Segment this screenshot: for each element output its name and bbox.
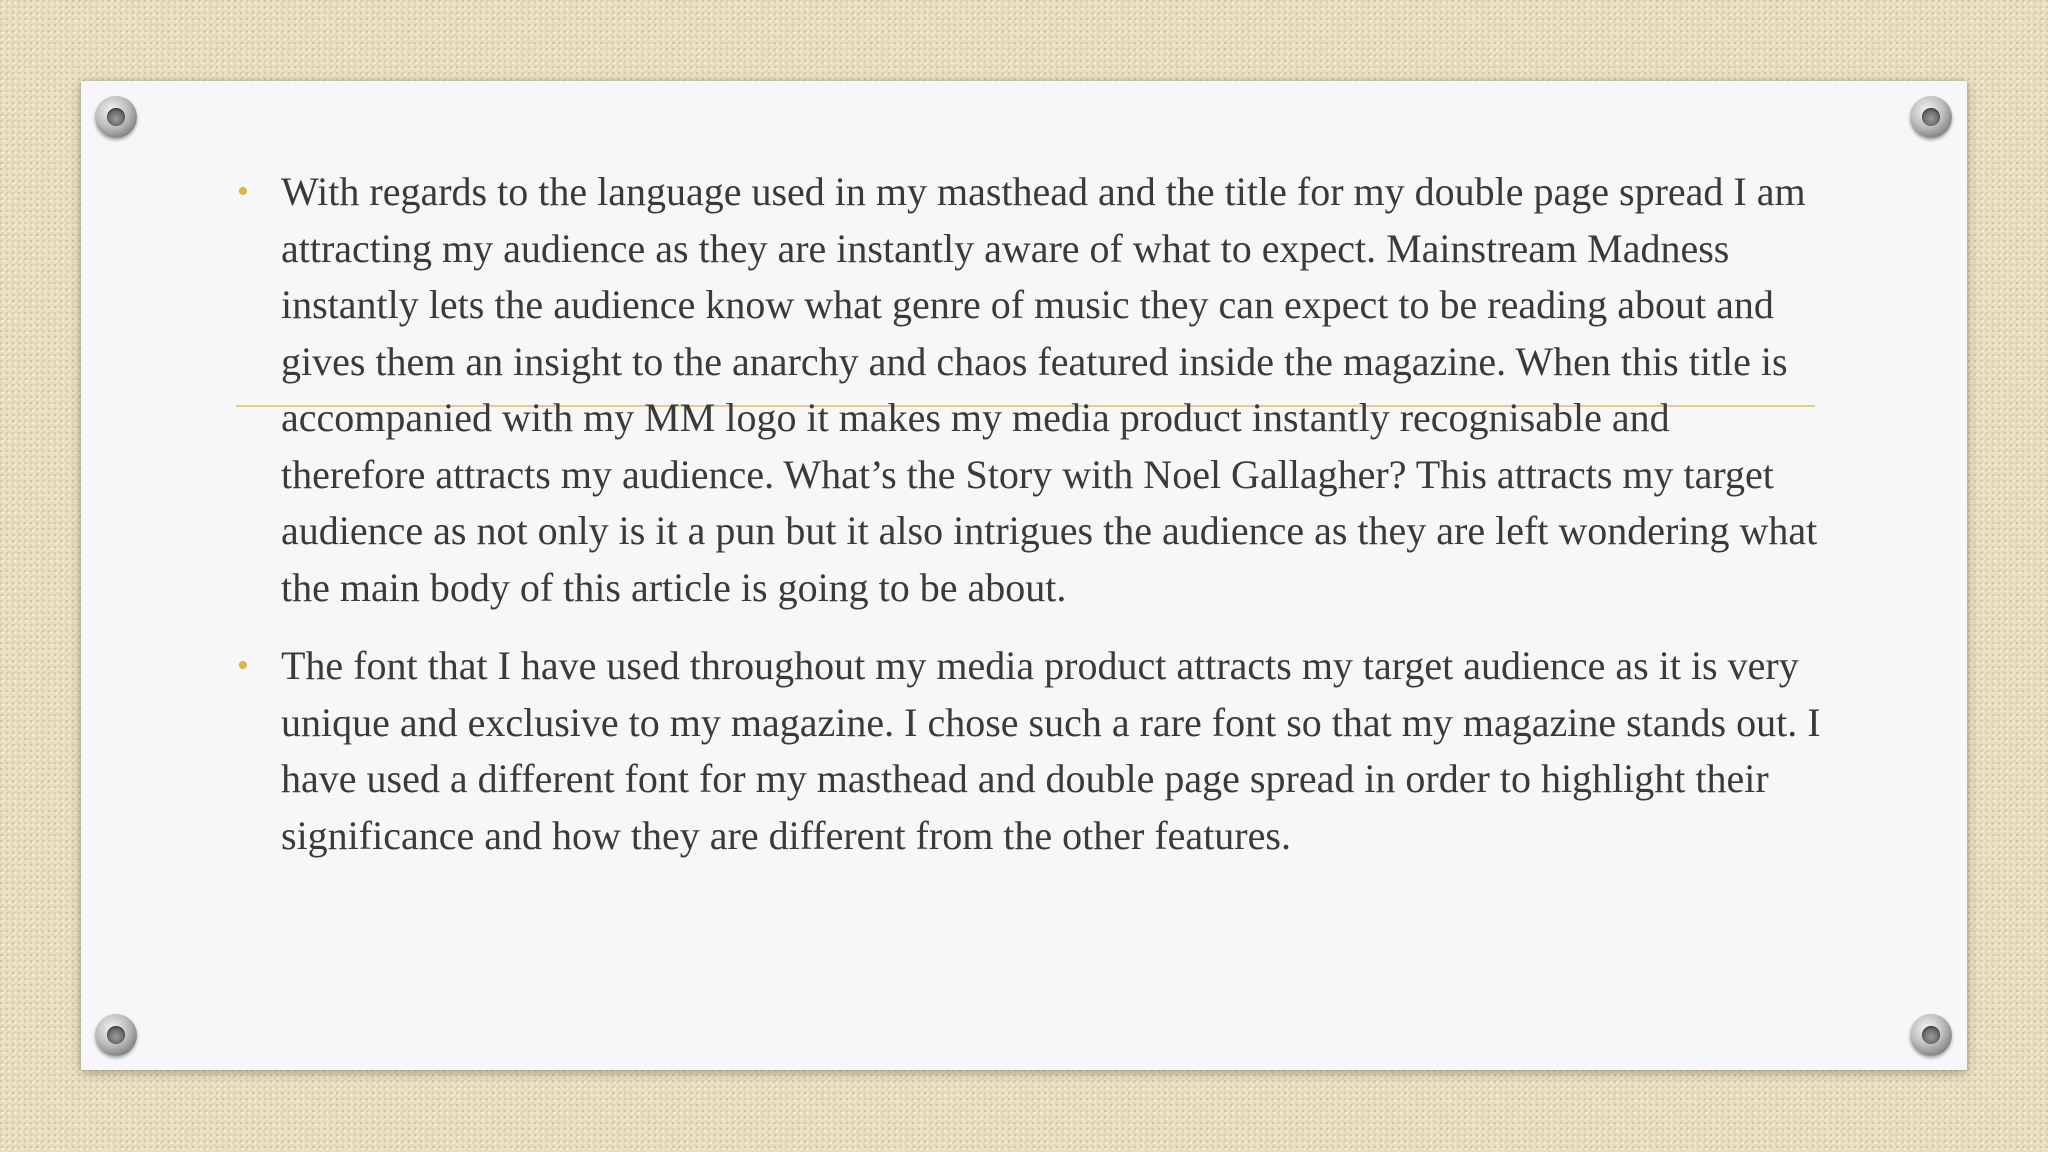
bullet-text: The font that I have used throughout my media product attracts my target audience as it is very unique and exclusive to my magazine. I chose such a rare font so that my magazine stands out. I have used a different font for my masthead and double page spread in order to highlight their significance and how they are different from the other features. xyxy=(281,643,1821,858)
grommet-icon xyxy=(1910,96,1952,138)
bullet-text: With regards to the language used in my masthead and the title for my double page spread I am attracting my audience as they are instantly aware of what to expect. Mainstream Madness instantly lets the audience know what genre of music they can expect to be reading about and gives them an insight to the anarchy and chaos featured inside the magazine. When this title is accompanied with my MM logo it makes my media product instantly recognisable and therefore attracts my audience. What’s the Story with Noel Gallagher? This attracts my target audience as not only is it a pun but it also intrigues the audience as they are left wondering what the main body of this article is going to be about. xyxy=(281,169,1818,610)
bullet-list xyxy=(237,164,1821,886)
grommet-icon xyxy=(95,96,137,138)
bullet-item-font xyxy=(237,638,1821,864)
grommet-icon xyxy=(95,1014,137,1056)
bullet-item-language xyxy=(237,164,1821,616)
bullet-marker: • xyxy=(237,173,249,210)
grommet-icon xyxy=(1910,1014,1952,1056)
bullet-marker: • xyxy=(237,647,249,684)
